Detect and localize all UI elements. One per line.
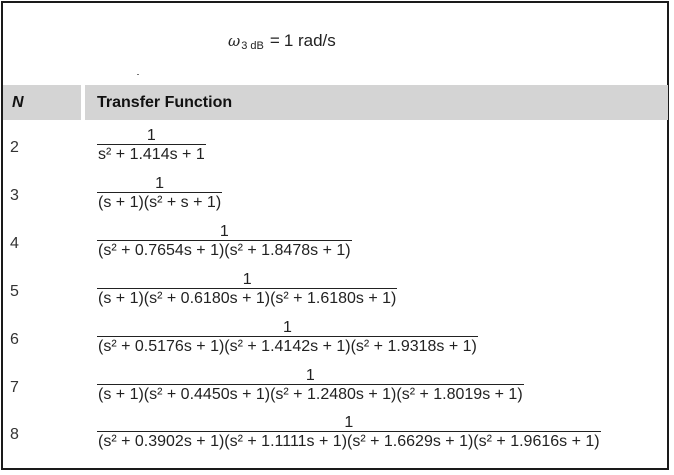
denominator: s² + 1.414s + 1 xyxy=(98,146,205,163)
row-order: 4 xyxy=(10,235,19,252)
header-order: N xyxy=(12,94,24,111)
transfer-function xyxy=(97,367,524,403)
denominator: (s² + 0.7654s + 1)(s² + 1.8478s + 1) xyxy=(98,242,351,259)
transfer-function xyxy=(97,175,222,211)
equals-sign: = xyxy=(269,31,280,50)
denominator: (s² + 0.3902s + 1)(s² + 1.1111s + 1)(s² + 1.6629s + 1)(s² + 1.9616s + 1) xyxy=(98,433,600,450)
numerator: 1 xyxy=(155,175,165,192)
transfer-function xyxy=(97,319,478,355)
omega-symbol: ω xyxy=(228,32,241,50)
transfer-function xyxy=(97,223,352,259)
table-header xyxy=(3,85,668,120)
transfer-function xyxy=(97,271,397,307)
numerator: 1 xyxy=(282,319,292,336)
cutoff-value: 1 rad/s xyxy=(283,31,336,50)
header-transfer-function: Transfer Function xyxy=(97,94,233,111)
denominator: (s + 1)(s² + s + 1) xyxy=(98,194,222,211)
row-order: 8 xyxy=(10,426,19,443)
denominator: (s + 1)(s² + 0.6180s + 1)(s² + 1.6180s + 1) xyxy=(98,290,397,307)
row-order: 5 xyxy=(10,283,19,300)
transfer-function xyxy=(97,414,601,450)
stray-dot xyxy=(137,74,139,75)
header-separator xyxy=(81,85,85,120)
omega-subscript: 3 dB xyxy=(241,40,264,52)
numerator: 1 xyxy=(305,367,315,384)
denominator: (s² + 0.5176s + 1)(s² + 1.4142s + 1)(s² + 1.9318s + 1) xyxy=(98,338,477,355)
denominator: (s + 1)(s² + 0.4450s + 1)(s² + 1.2480s + 1)(s² + 1.8019s + 1) xyxy=(98,386,523,403)
row-order: 2 xyxy=(10,139,19,156)
row-order: 3 xyxy=(10,187,19,204)
numerator: 1 xyxy=(344,414,354,431)
numerator: 1 xyxy=(219,223,229,240)
row-order: 7 xyxy=(10,379,19,396)
transfer-function xyxy=(97,127,206,163)
cutoff-caption xyxy=(228,31,336,51)
row-order: 6 xyxy=(10,331,19,348)
numerator: 1 xyxy=(146,127,156,144)
numerator: 1 xyxy=(242,271,252,288)
